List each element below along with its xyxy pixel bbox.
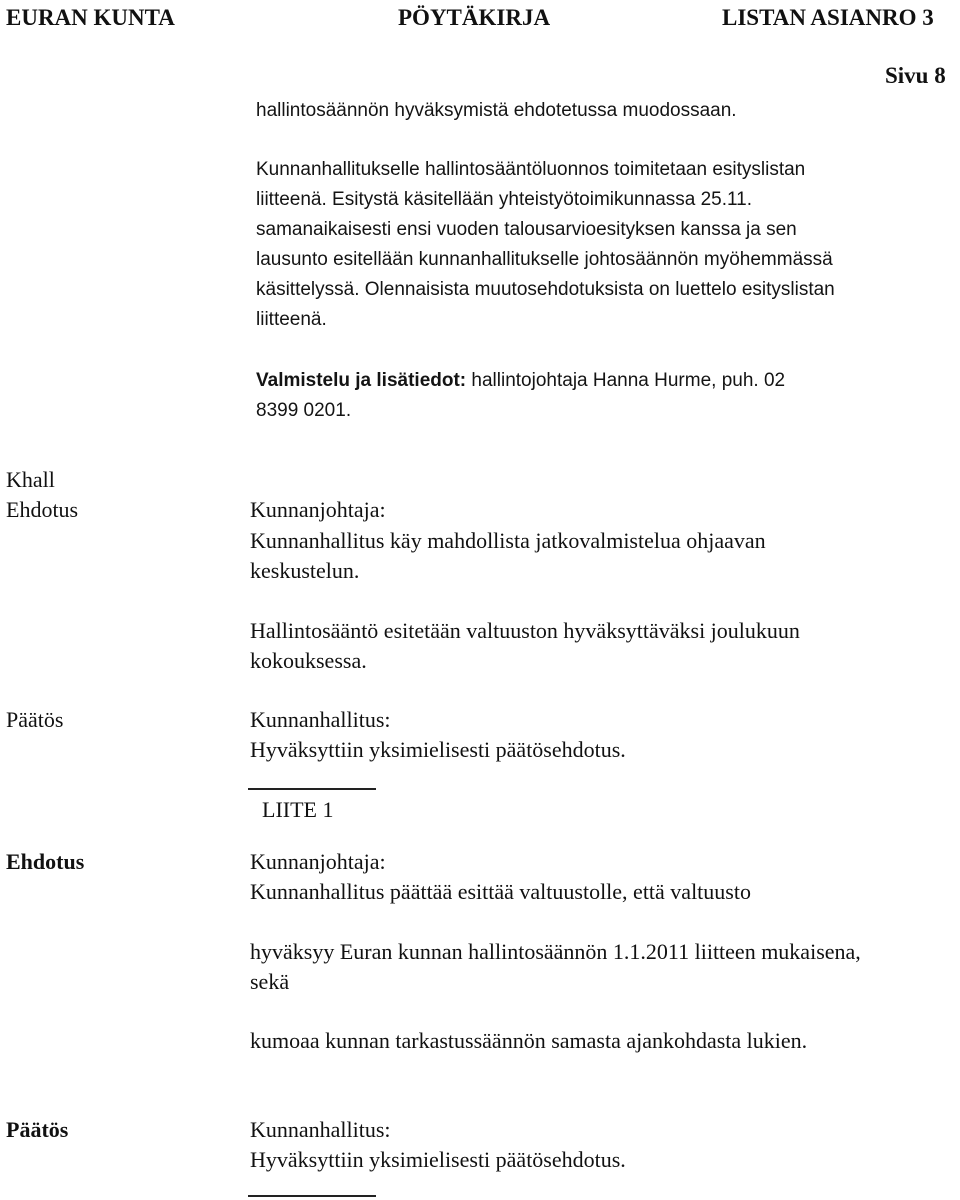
decision-body: Kunnanhallitus: xyxy=(250,1117,391,1142)
header-municipality: EURAN KUNTA xyxy=(6,5,175,30)
proposal-note-line: kokouksessa. xyxy=(250,648,367,673)
header-list-item: LISTAN ASIANRO 3 xyxy=(722,5,934,30)
proposal-line: Kunnanhallitus käy mahdollista jatkovalmistelua ohjaavan xyxy=(250,528,766,553)
paragraph-line: liitteenä. xyxy=(256,309,327,330)
proposal-note-line: Hallintosääntö esitetään valtuuston hyväksyttäväksi joulukuun xyxy=(250,618,800,643)
proposal-line: kumoaa kunnan tarkastussäännön samasta ajankohdasta lukien. xyxy=(250,1028,808,1053)
label-khall: Khall xyxy=(6,467,55,492)
proposal-line: keskustelun. xyxy=(250,558,360,583)
decision-body: Kunnanhallitus: xyxy=(250,707,391,732)
page-indicator xyxy=(885,63,946,89)
proposal-speaker: Kunnanjohtaja: xyxy=(250,849,386,874)
proposal-speaker: Kunnanjohtaja: xyxy=(250,497,386,522)
preparation-phone-cont: 8399 0201. xyxy=(256,400,352,421)
paragraph-line: käsittelyssä. Olennaisista muutosehdotuksista on luettelo esityslistan xyxy=(256,279,835,300)
proposal-line: hyväksyy Euran kunnan hallintosäännön 1.1.2011 liitteen mukaisena, xyxy=(250,939,861,964)
preparation-label: Valmistelu ja lisätiedot: xyxy=(256,370,467,391)
proposal-line: Kunnanhallitus päättää esittää valtuustolle, että valtuusto xyxy=(250,879,751,904)
paragraph-line: lausunto esitellään kunnanhallitukselle johtosäännön myöhemmässä xyxy=(256,249,833,270)
preparation-contact-text: hallintojohtaja Hanna Hurme, puh. 02 xyxy=(466,370,786,391)
page-number: 8 xyxy=(934,63,946,88)
paragraph-line: Kunnanhallitukselle hallintosääntöluonnos toimitetaan esityslistan xyxy=(256,159,806,180)
separator-rule xyxy=(248,1195,376,1197)
header-document-type: PÖYTÄKIRJA xyxy=(398,5,551,30)
separator-rule xyxy=(248,788,376,790)
paragraph-line: liitteenä. Esitystä käsitellään yhteistyötoimikunnassa 25.11. xyxy=(256,189,753,210)
label-decision-bold: Päätös xyxy=(6,1117,69,1142)
decision-text: Hyväksyttiin yksimielisesti päätösehdotus. xyxy=(250,737,626,762)
label-proposal: Ehdotus xyxy=(6,497,79,522)
label-proposal-bold: Ehdotus xyxy=(6,849,85,874)
attachment-label: LIITE 1 xyxy=(262,797,334,822)
paragraph-line: samanaikaisesti ensi vuoden talousarvioesityksen kanssa ja sen xyxy=(256,219,797,240)
preparation-contact xyxy=(256,366,785,396)
decision-text: Hyväksyttiin yksimielisesti päätösehdotus. xyxy=(250,1147,626,1172)
page-label: Sivu xyxy=(885,63,929,88)
proposal-line: sekä xyxy=(250,969,290,994)
label-decision: Päätös xyxy=(6,707,64,732)
intro-line: hallintosäännön hyväksymistä ehdotetussa muodossaan. xyxy=(256,100,737,121)
